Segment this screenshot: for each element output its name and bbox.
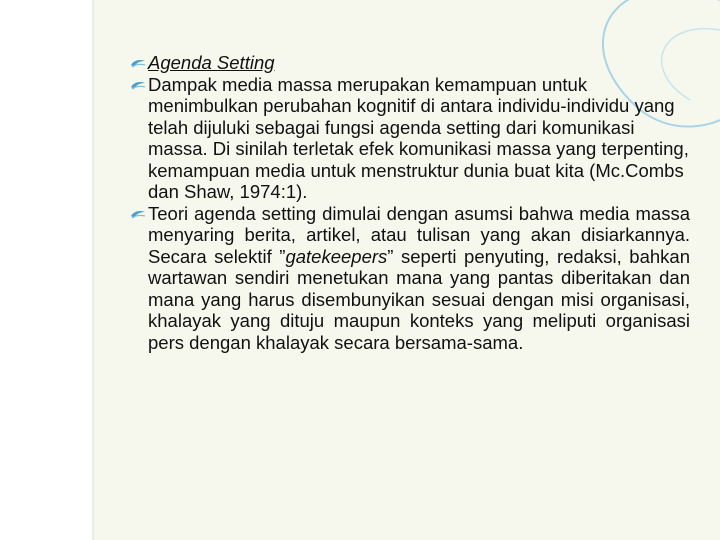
agenda-setting-heading: Agenda Setting xyxy=(148,52,275,73)
paragraph-1-text: Dampak media massa merupakan kemampuan untuk menimbulkan perubahan kognitif di antara individu-individu yang telah dijuluki sebagai fungsi agenda setting dari komunikasi massa. Di sinilah terletak efek komunikasi massa yang terpenting, kemampuan media untuk menstruktur dunia buat kita (Mc.Combs dan Shaw, 1974:1). xyxy=(148,73,689,202)
swoosh-bullet-icon xyxy=(130,78,146,92)
left-white-band xyxy=(0,0,92,540)
swoosh-bullet-icon xyxy=(130,56,146,70)
gatekeepers-term: gatekeepers xyxy=(285,245,388,267)
bullet-heading xyxy=(130,52,690,74)
paragraph-2-text-after: ” seperti penyuting, redaksi, bahkan wartawan sendiri menetukan mana yang pantas diberitakan dan mana yang harus disembunyikan sesuai dengan misi organisasi, khalayak yang dituju maupun konteks yang meliputi organisasi pers dengan khalayak secara bersama-sama. xyxy=(148,245,690,353)
bullet-paragraph-1 xyxy=(130,74,690,203)
bullet-paragraph-2 xyxy=(130,203,690,354)
slide-content xyxy=(130,52,690,353)
swoosh-bullet-icon xyxy=(130,207,146,221)
paragraph-2-text-before: Teori agenda setting dimulai dengan asumsi bahwa media massa menyaring berita, artikel, atau tulisan yang akan disiarkannya. Secara selektif ” xyxy=(148,202,690,267)
